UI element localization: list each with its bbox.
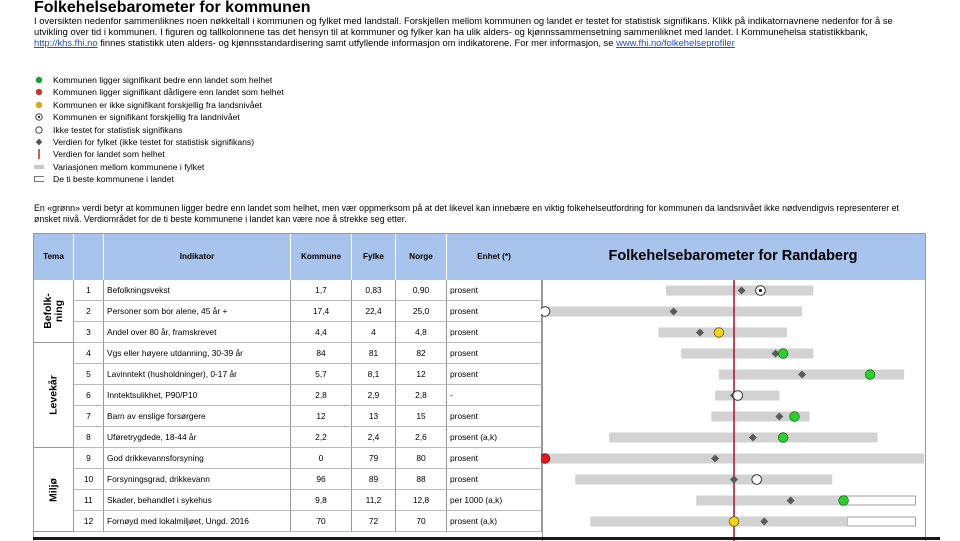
fylke-value: 13 bbox=[352, 406, 396, 427]
municipality-marker bbox=[752, 475, 762, 485]
intro-text bbox=[34, 15, 924, 49]
fylke-value: 89 bbox=[352, 469, 396, 490]
col-header-kommune: Kommune bbox=[291, 234, 352, 280]
kommune-value: 5,7 bbox=[291, 364, 352, 385]
unit: - bbox=[447, 385, 542, 406]
legend-label: Kommunen er ikke signifikant forskjellig fra landsnivået bbox=[53, 99, 262, 110]
indicator-link[interactable]: Forsyningsgrad, drikkevann bbox=[104, 469, 291, 490]
norge-value: 15 bbox=[396, 406, 447, 427]
indicator-link[interactable]: Personer som bor alene, 45 år + bbox=[104, 301, 291, 322]
page-title: Folkehelsebarometer for kommunen bbox=[34, 0, 311, 16]
municipality-marker bbox=[714, 328, 724, 338]
fylke-value: 0,83 bbox=[352, 280, 396, 301]
kommune-value: 4,4 bbox=[291, 322, 352, 343]
theme-cell bbox=[34, 343, 74, 448]
kommune-value: 2,8 bbox=[291, 385, 352, 406]
norge-value: 4,8 bbox=[396, 322, 447, 343]
norge-value: 0,90 bbox=[396, 280, 447, 301]
legend-label: Variasjonen mellom kommunene i fylket bbox=[53, 161, 205, 172]
indicator-link[interactable]: God drikkevannsforsyning bbox=[104, 448, 291, 469]
red-dot-icon bbox=[34, 87, 44, 97]
chart-header bbox=[541, 234, 925, 280]
unit: prosent bbox=[447, 280, 542, 301]
indicator-link[interactable]: Barn av enslige forsørgere bbox=[104, 406, 291, 427]
intro-text-part2: finnes statistikk uten alders- og kjønnsstandardisering samt utfyllende informasjon om indikatorene. For mer informasjon, se bbox=[97, 37, 617, 49]
kommune-value: 12 bbox=[291, 406, 352, 427]
legend-label: Ikke testet for statistisk signifikans bbox=[53, 124, 183, 135]
municipality-marker bbox=[778, 349, 788, 359]
row-number: 3 bbox=[74, 322, 104, 343]
county-range-bar bbox=[590, 517, 847, 527]
norge-value: 70 bbox=[396, 511, 447, 532]
fylke-value: 2,9 bbox=[352, 385, 396, 406]
row-number: 4 bbox=[74, 343, 104, 364]
municipality-marker bbox=[541, 307, 550, 317]
chart-title: Folkehelsebarometer for Randaberg bbox=[608, 248, 858, 264]
theme-cell bbox=[34, 448, 74, 532]
county-range-bar bbox=[609, 433, 877, 443]
intro-text-part1: I oversikten nedenfor sammenliknes noen nøkkeltall i kommunen og fylket med landstall. Forskjellen mellom kommunen og landet er testet for statistisk signifikans. Klikk på indikatornavnene nedenfor for å se utvikling over tid i kommunen. I figuren og tallkolonnene tas det hensyn til at kommuner og fylker kan ha ulik alders- og kjønnssammensetning sammenliknet med landet. I Kommunehelsa statistikkbank, bbox=[34, 15, 893, 38]
unit: prosent bbox=[447, 301, 542, 322]
indicator-link[interactable]: Befolkningsvekst bbox=[104, 280, 291, 301]
indicator-link[interactable]: Skader, behandlet i sykehus bbox=[104, 490, 291, 511]
unit: prosent bbox=[447, 448, 542, 469]
fylke-value: 22,4 bbox=[352, 301, 396, 322]
indicator-link[interactable]: Uføretrygdede, 18-44 år bbox=[104, 427, 291, 448]
county-range-bar bbox=[715, 391, 779, 401]
unit: prosent (a,k) bbox=[447, 511, 542, 532]
row-number: 1 bbox=[74, 280, 104, 301]
municipality-marker bbox=[865, 370, 875, 380]
top10-bar bbox=[840, 496, 916, 505]
unit: prosent bbox=[447, 343, 542, 364]
norge-value: 12 bbox=[396, 364, 447, 385]
unit: prosent bbox=[447, 364, 542, 385]
legend-label: Verdien for landet som helhet bbox=[53, 149, 165, 160]
yellow-dot-icon bbox=[34, 100, 44, 110]
legend-label: De ti beste kommunene i landet bbox=[53, 174, 174, 185]
fylke-value: 11,2 bbox=[352, 490, 396, 511]
kommune-value: 17,4 bbox=[291, 301, 352, 322]
fylke-value: 4 bbox=[352, 322, 396, 343]
municipality-marker-center bbox=[759, 289, 762, 292]
kommune-value: 96 bbox=[291, 469, 352, 490]
grey-bar-icon bbox=[34, 162, 44, 172]
municipality-marker bbox=[729, 517, 739, 527]
unit: prosent bbox=[447, 406, 542, 427]
unit: prosent bbox=[447, 322, 542, 343]
fylke-value: 2,4 bbox=[352, 427, 396, 448]
fylke-value: 72 bbox=[352, 511, 396, 532]
diamond-icon bbox=[34, 137, 44, 147]
theme-cell bbox=[34, 280, 74, 343]
norge-value: 12,8 bbox=[396, 490, 447, 511]
fylke-value: 79 bbox=[352, 448, 396, 469]
county-range-bar bbox=[575, 475, 832, 485]
col-header-tema: Tema bbox=[34, 234, 74, 280]
norge-value: 82 bbox=[396, 343, 447, 364]
norge-value: 88 bbox=[396, 469, 447, 490]
kommune-value: 84 bbox=[291, 343, 352, 364]
row-number: 11 bbox=[74, 490, 104, 511]
kommune-value: 70 bbox=[291, 511, 352, 532]
indicator-table bbox=[33, 233, 543, 541]
kommune-value: 0 bbox=[291, 448, 352, 469]
indicator-link[interactable]: Andel over 80 år, framskrevet bbox=[104, 322, 291, 343]
row-number: 2 bbox=[74, 301, 104, 322]
kommune-value: 1,7 bbox=[291, 280, 352, 301]
green-value-note: En «grønn» verdi betyr at kommunen ligger bedre enn landet som helhet, men vær oppmerksom på at det likevel kan innebære en viktig folkehelseutfordring for kommunen da landsnivået ikke nødvendigvis representerer et ønsket nivå. Verdiområdet for de ti beste kommunene i landet kan være noe å strekke seg etter. bbox=[34, 203, 900, 224]
open-bar-icon bbox=[34, 174, 44, 184]
fylke-value: 81 bbox=[352, 343, 396, 364]
fhi-link[interactable]: www.fhi.no/folkehelseprofiler bbox=[616, 37, 735, 49]
municipality-marker bbox=[790, 412, 800, 422]
theme-label: Befolk- ning bbox=[41, 293, 65, 329]
county-range-bar bbox=[719, 370, 904, 380]
indicator-link[interactable]: Vgs eller høyere utdanning, 30-39 år bbox=[104, 343, 291, 364]
kommune-value: 2,2 bbox=[291, 427, 352, 448]
county-range-bar bbox=[681, 349, 813, 359]
indicator-link[interactable]: Inntektsulikhet, P90/P10 bbox=[104, 385, 291, 406]
row-number: 7 bbox=[74, 406, 104, 427]
chart-plot bbox=[541, 280, 925, 541]
norge-value: 80 bbox=[396, 448, 447, 469]
norge-value: 2,8 bbox=[396, 385, 447, 406]
open-dot-icon bbox=[34, 125, 44, 135]
kommune-value: 9,8 bbox=[291, 490, 352, 511]
row-number: 12 bbox=[74, 511, 104, 532]
col-header-indikator: Indikator bbox=[104, 234, 291, 280]
red-line-icon bbox=[34, 149, 44, 159]
col-header-nr bbox=[74, 234, 104, 280]
unit: prosent (a,k) bbox=[447, 427, 542, 448]
row-number: 8 bbox=[74, 427, 104, 448]
norge-value: 25,0 bbox=[396, 301, 447, 322]
norge-value: 2,6 bbox=[396, 427, 447, 448]
indicator-link[interactable]: Lavinntekt (husholdninger), 0-17 år bbox=[104, 364, 291, 385]
row-number: 6 bbox=[74, 385, 104, 406]
col-header-norge: Norge bbox=[396, 234, 447, 280]
unit: prosent bbox=[447, 469, 542, 490]
khs-link[interactable]: http://khs.fhi.no bbox=[34, 37, 98, 49]
legend-label: Kommunen er signifikant forskjellig fra landnivået bbox=[53, 112, 240, 123]
legend-label: Kommunen ligger signifikant bedre enn landet som helhet bbox=[53, 75, 273, 85]
col-header-fylke: Fylke bbox=[352, 234, 396, 280]
theme-label: Miljø bbox=[47, 477, 59, 502]
legend-label: Kommunen ligger signifikant dårligere enn landet som helhet bbox=[53, 87, 284, 98]
municipality-marker bbox=[839, 496, 849, 506]
row-number: 9 bbox=[74, 448, 104, 469]
municipality-marker bbox=[541, 454, 550, 464]
row-number: 5 bbox=[74, 364, 104, 385]
fylke-value: 8,1 bbox=[352, 364, 396, 385]
legend-label: Verdien for fylket (ikke testet for statistisk signifikans) bbox=[53, 137, 255, 147]
county-range-bar bbox=[696, 496, 840, 506]
top10-bar bbox=[847, 517, 915, 526]
municipality-marker bbox=[733, 391, 743, 401]
municipality-marker bbox=[778, 433, 788, 443]
green-dot-icon bbox=[34, 75, 44, 85]
theme-label: Levekår bbox=[47, 375, 59, 415]
target-dot-icon bbox=[34, 112, 44, 122]
barometer-chart bbox=[541, 233, 926, 541]
row-number: 10 bbox=[74, 469, 104, 490]
col-header-enhet: Enhet (*) bbox=[447, 234, 542, 280]
unit: per 1000 (a,k) bbox=[447, 490, 542, 511]
indicator-link[interactable]: Fornøyd med lokalmiljøet, Ungd. 2016 bbox=[104, 511, 291, 532]
